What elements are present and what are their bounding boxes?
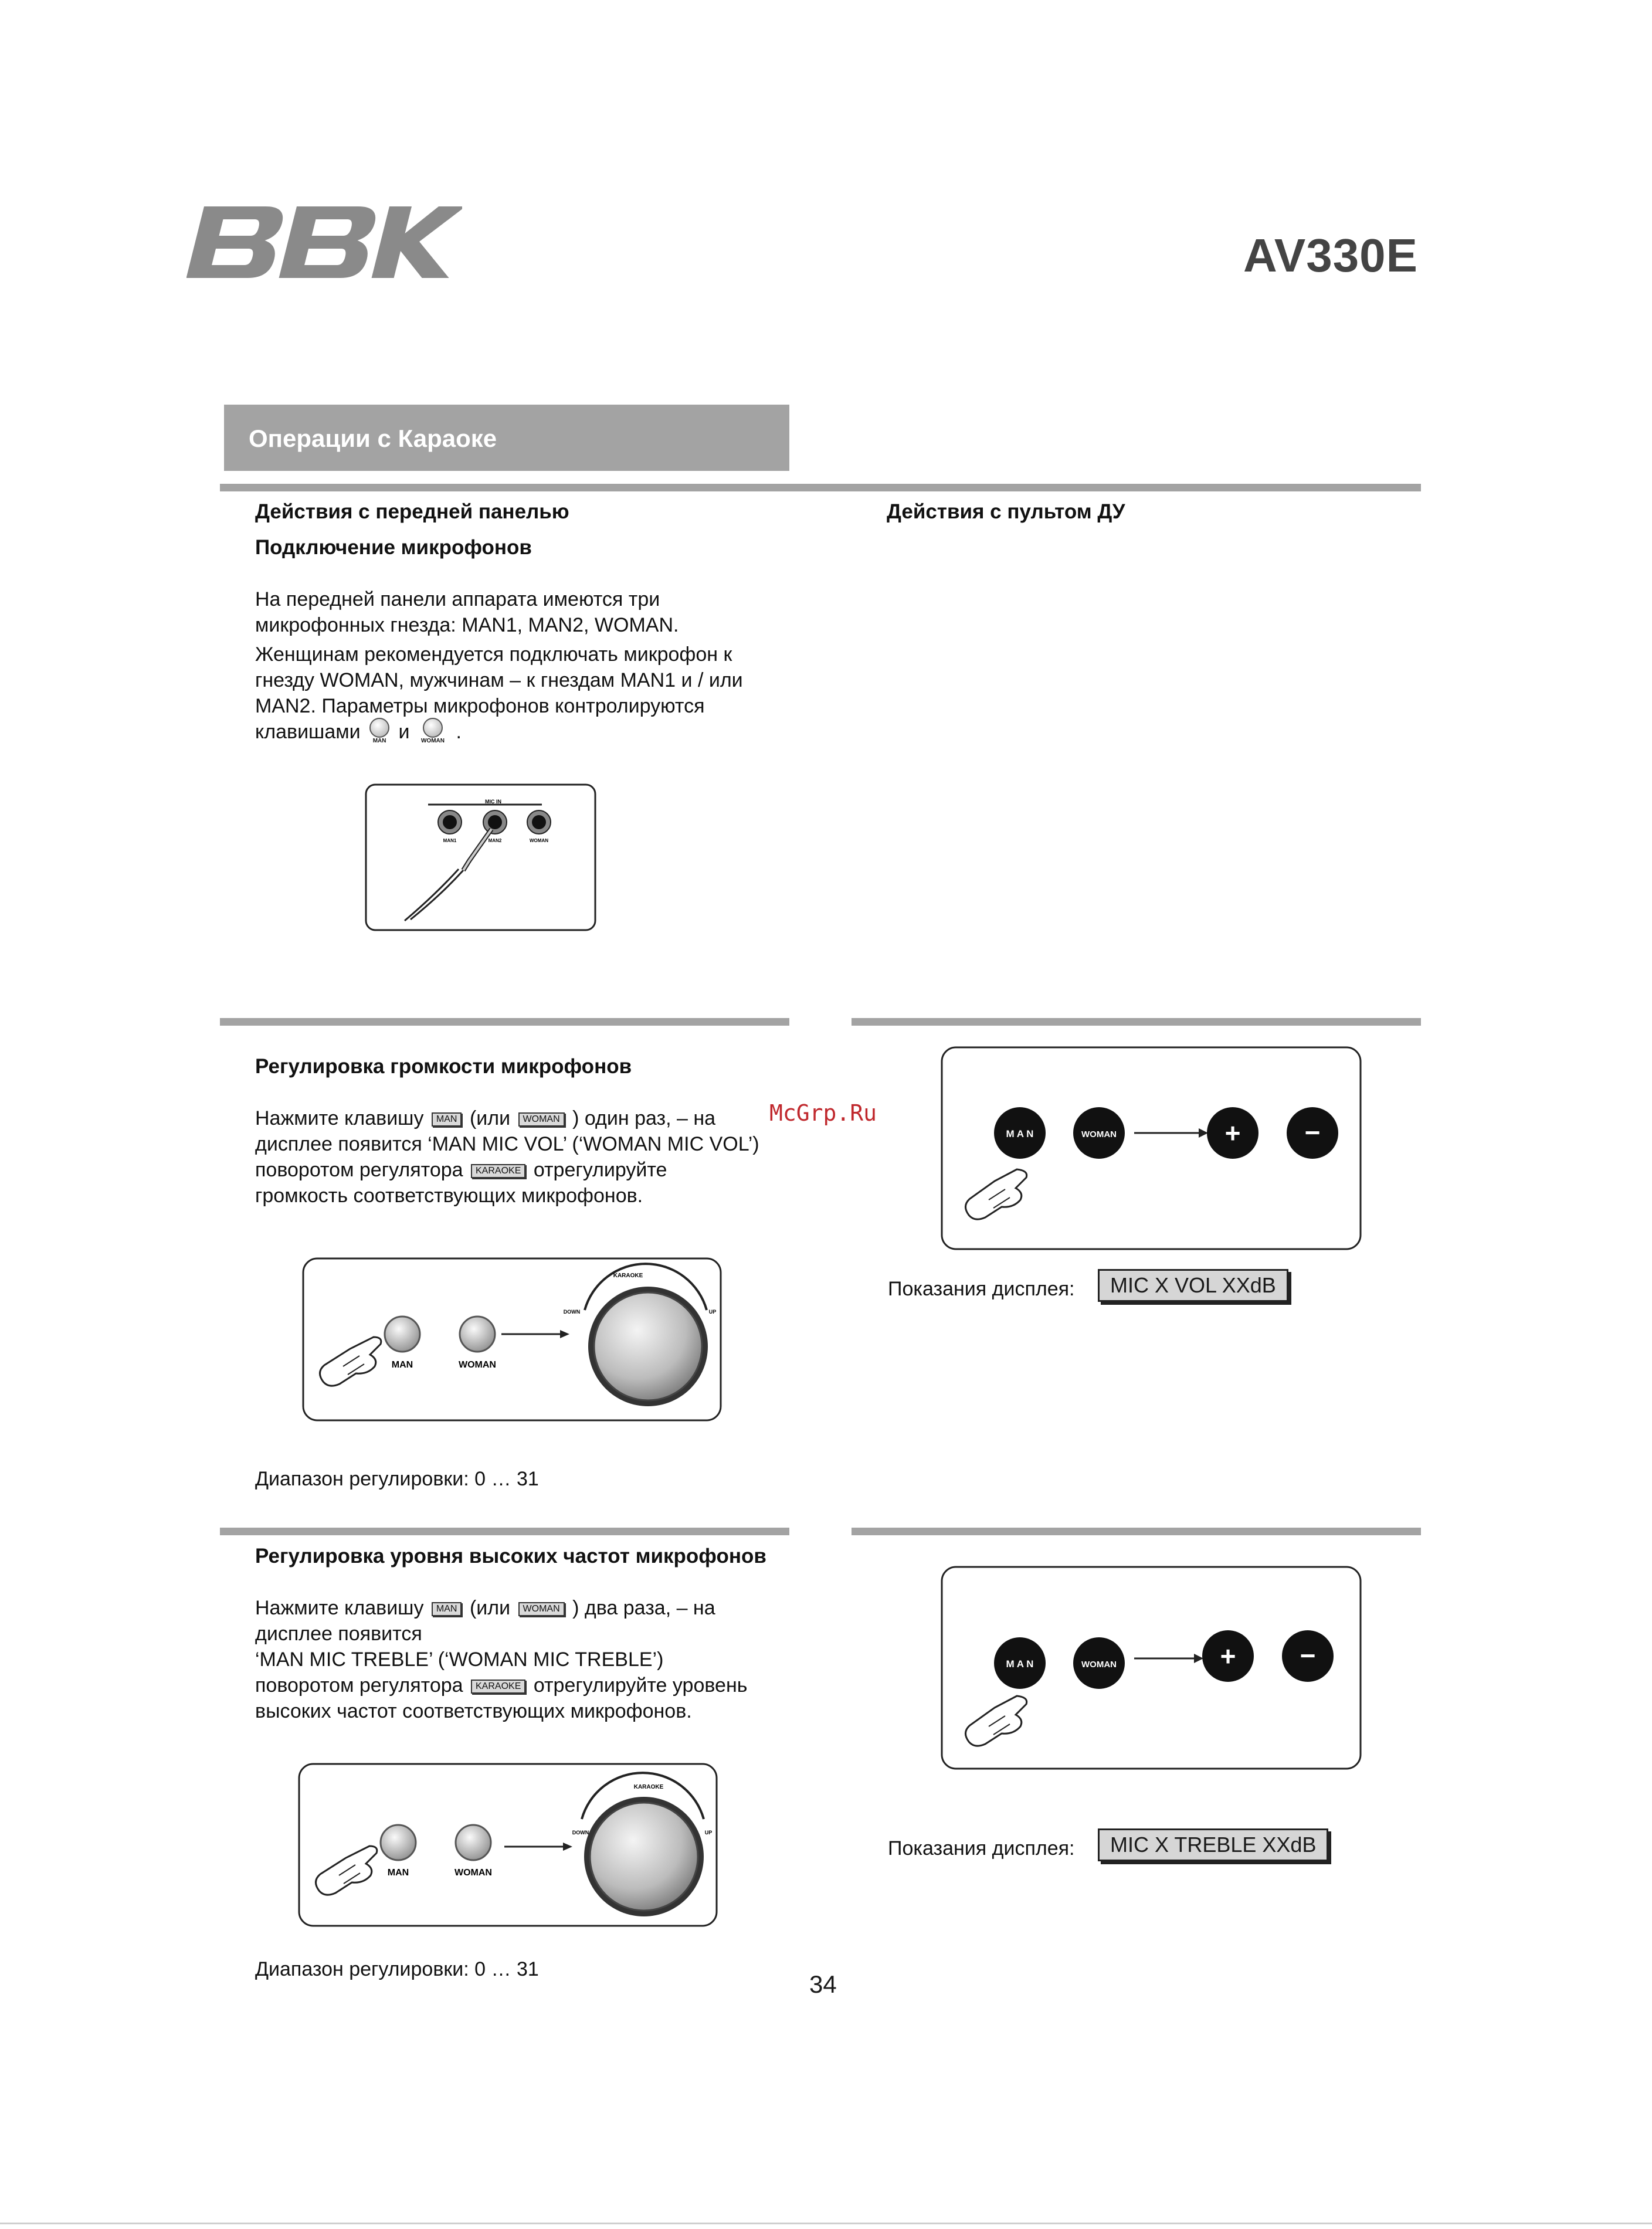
divider (220, 1018, 789, 1026)
knob-up-label: UP (704, 1830, 713, 1836)
text-line: громкость соответствующих микрофонов. (255, 1185, 643, 1207)
front-panel-diagram-treble (298, 1763, 718, 1927)
text-fragment: Нажмите клавишу (255, 1107, 424, 1129)
text-line: дисплее появится ‘MAN MIC VOL’ (‘WOMAN MIC VOL’) (255, 1133, 759, 1155)
man-key-tag: MAN (432, 1112, 462, 1127)
remote-woman-button (1073, 1637, 1125, 1689)
treble-text (255, 1595, 842, 1724)
knob-up-label: UP (708, 1309, 717, 1315)
knob-down-label: DOWN (563, 1309, 581, 1315)
remote-plus-label: + (1224, 1118, 1241, 1148)
text-fragment: поворотом регулятора (255, 1159, 463, 1181)
model-name: AV330E (1243, 229, 1419, 281)
jack-woman (527, 810, 551, 843)
remote-plus-label: + (1220, 1641, 1236, 1671)
divider (852, 1018, 1421, 1026)
page-number: 34 (809, 1970, 837, 1998)
woman-button-icon (415, 718, 450, 745)
section-title: Операции с Караоке (249, 425, 497, 452)
remote-minus-button (1282, 1630, 1334, 1682)
knob-label: KARAOKE (633, 1784, 664, 1790)
text-fragment: поворотом регулятора (255, 1674, 463, 1697)
man-button-icon (366, 718, 393, 745)
panel-woman-label: WOMAN (454, 1868, 492, 1878)
man-key-tag: MAN (432, 1602, 462, 1616)
woman-key-tag: WOMAN (518, 1602, 565, 1616)
remote-man-button (994, 1637, 1046, 1689)
front-panel-diagram-volume (302, 1257, 722, 1421)
text-line: дисплее появится (255, 1623, 422, 1645)
text-line: гнезду WOMAN, мужчинам – к гнездам MAN1 и / или (255, 669, 743, 691)
woman-button-label: WOMAN (420, 738, 445, 744)
remote-plus-button (1202, 1630, 1254, 1682)
text-fragment: и (398, 721, 410, 743)
divider (852, 1528, 1421, 1535)
remote-man-label: M A N (1006, 1128, 1034, 1139)
text-fragment: . (456, 721, 462, 743)
remote-man-label: M A N (1006, 1658, 1034, 1670)
karaoke-key-tag: KARAOKE (471, 1680, 525, 1694)
text-line: микрофонных гнезда: MAN1, MAN2, WOMAN. (255, 614, 679, 636)
jack-label: MAN1 (443, 838, 457, 843)
text-line (255, 719, 842, 746)
text-fragment: отрегулируйте уровень (533, 1674, 748, 1697)
treble-heading: Регулировка уровня высоких частот микрофонов (255, 1545, 766, 1568)
remote-woman-label: WOMAN (1081, 1660, 1117, 1670)
left-column-heading: Действия с передней панелью (255, 500, 569, 523)
mic-jack-diagram (365, 783, 596, 931)
treble-range: Диапазон регулировки: 0 … 31 (255, 1958, 539, 1980)
text-fragment: клавишами (255, 721, 361, 743)
panel-man-label: MAN (391, 1360, 413, 1370)
text-line: На передней панели аппарата имеются три (255, 588, 660, 610)
knob-label: KARAOKE (613, 1273, 643, 1279)
text-line: высоких частот соответствующих микрофонов. (255, 1700, 692, 1722)
remote-diagram-volume (941, 1046, 1363, 1251)
remote-minus-label: − (1304, 1117, 1321, 1148)
remote-woman-label: WOMAN (1081, 1129, 1117, 1139)
jack-label: MAN2 (488, 838, 502, 843)
man-button-label: MAN (372, 738, 386, 744)
remote-minus-button (1287, 1107, 1338, 1159)
display-label: Показания дисплея: (888, 1278, 1075, 1300)
page-bottom-edge (0, 2223, 1652, 2224)
panel-man-label: MAN (387, 1868, 409, 1878)
text-line (255, 1595, 842, 1621)
text-fragment: ) два раза, – на (572, 1597, 715, 1619)
remote-minus-label: − (1300, 1640, 1316, 1671)
knob-down-label: DOWN (572, 1830, 589, 1836)
text-line: MAN2. Параметры микрофонов контролируются (255, 695, 705, 717)
text-line: ‘MAN MIC TREBLE’ (‘WOMAN MIC TREBLE’) (255, 1648, 664, 1671)
text-fragment: Нажмите клавишу (255, 1597, 424, 1619)
text-fragment: ) один раз, – на (572, 1107, 716, 1129)
woman-key-tag: WOMAN (518, 1112, 565, 1127)
divider (220, 1528, 789, 1535)
text-fragment: (или (469, 1597, 511, 1619)
mic-connect-heading: Подключение микрофонов (255, 536, 532, 559)
panel-woman-label: WOMAN (459, 1360, 496, 1370)
text-line: Женщинам рекомендуется подключать микрофон к (255, 643, 732, 666)
remote-woman-button (1073, 1107, 1125, 1159)
karaoke-key-tag: KARAOKE (471, 1164, 525, 1178)
panel-woman-button (459, 1317, 496, 1370)
text-fragment: отрегулируйте (533, 1159, 667, 1181)
section-banner (224, 405, 789, 471)
display-label: Показания дисплея: (888, 1837, 1075, 1860)
display-readout: MIC X TREBLE XXdB (1098, 1828, 1328, 1861)
text-fragment: (или (469, 1107, 511, 1129)
bbk-logo (186, 206, 462, 278)
divider (220, 484, 1421, 491)
jack-label: WOMAN (530, 838, 548, 843)
panel-woman-button (454, 1825, 492, 1878)
volume-heading: Регулировка громкости микрофонов (255, 1055, 632, 1078)
text-line (255, 1672, 842, 1698)
volume-range: Диапазон регулировки: 0 … 31 (255, 1468, 539, 1490)
right-column-heading: Действия с пультом ДУ (887, 500, 1125, 523)
jack-header: MIC IN (485, 799, 501, 805)
remote-man-button (994, 1107, 1046, 1159)
text-line (255, 1105, 842, 1131)
volume-text (255, 1105, 842, 1209)
mic-connect-text (255, 586, 842, 746)
text-line (255, 1157, 842, 1183)
display-readout: MIC X VOL XXdB (1098, 1269, 1288, 1302)
remote-diagram-treble (941, 1566, 1363, 1771)
remote-plus-button (1207, 1107, 1258, 1159)
watermark: McGrp.Ru (769, 1100, 877, 1126)
